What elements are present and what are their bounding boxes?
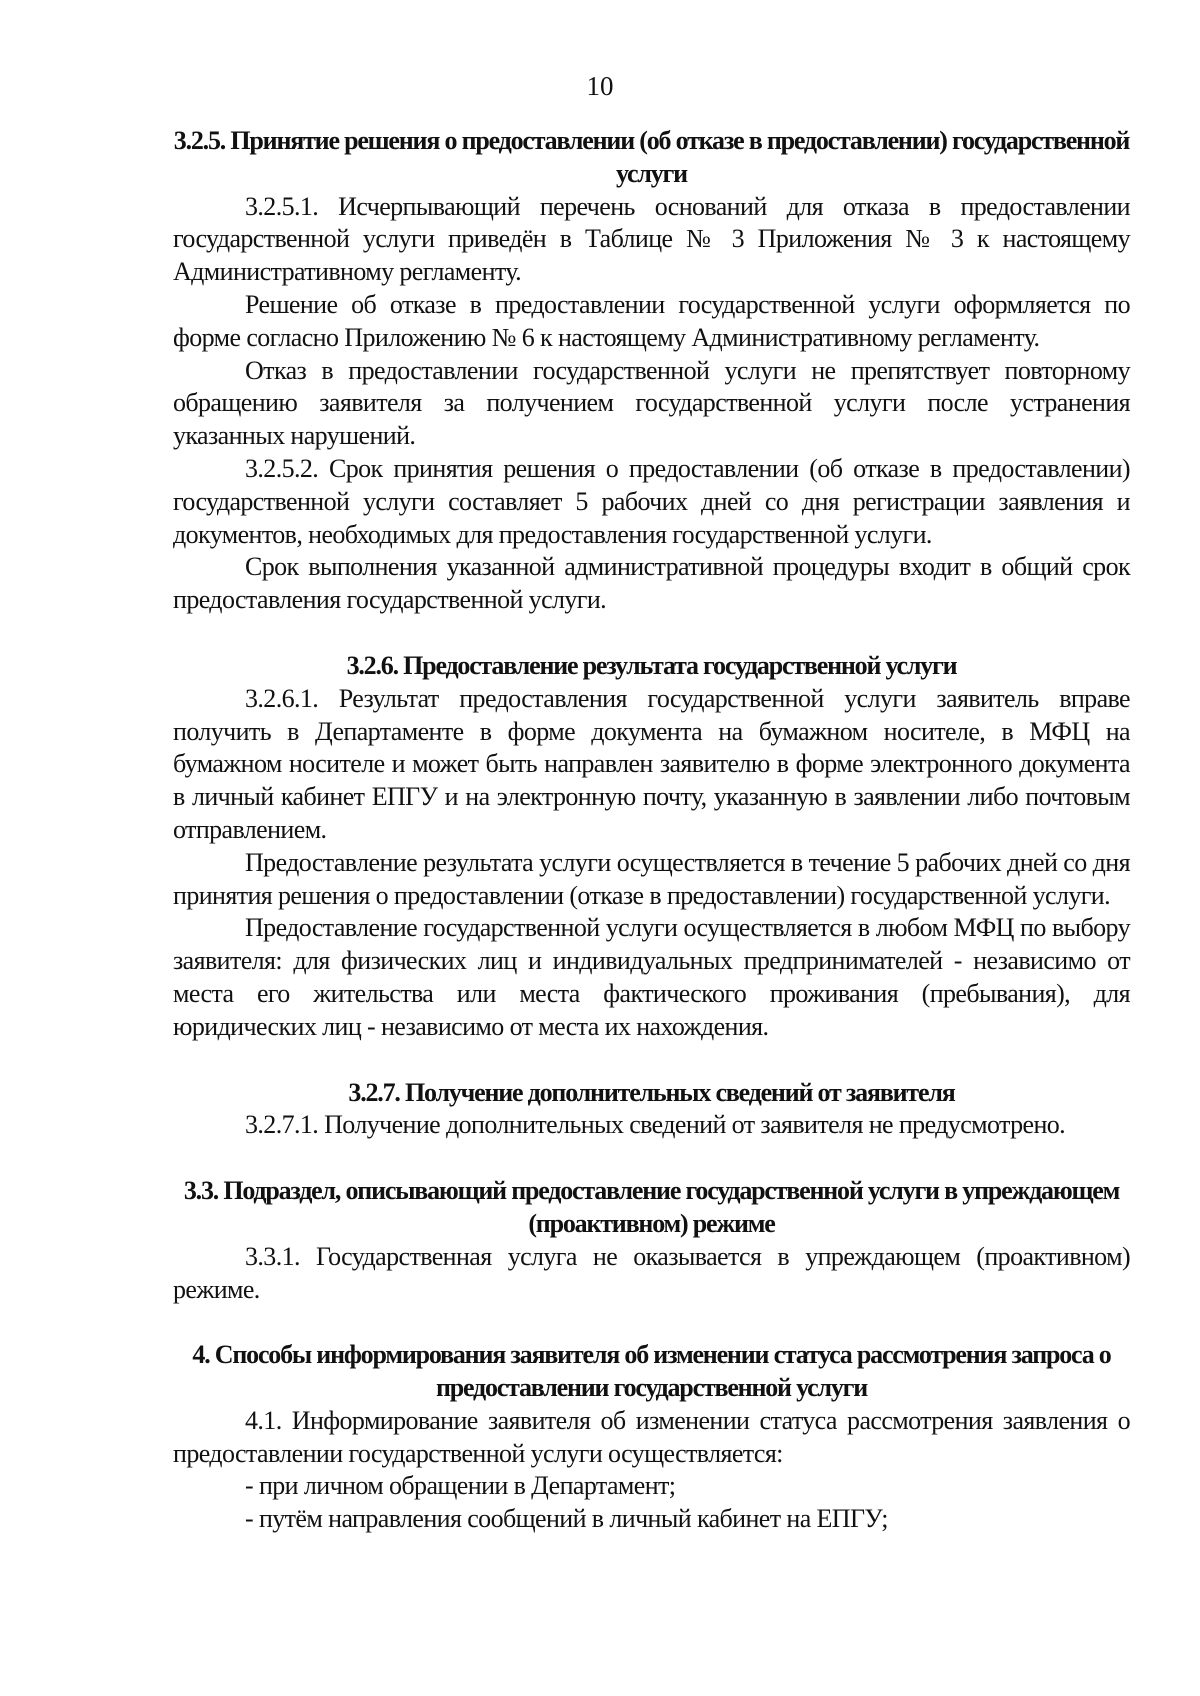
section-3-2-6 [173, 650, 1130, 1044]
section-4 [173, 1339, 1130, 1536]
section-heading: 3.3. Подраздел, описывающий предоставление государственной услуги в упреждающем (проактивном) режиме [183, 1176, 1120, 1238]
section-heading: 3.2.7. Получение дополнительных сведений от заявителя [348, 1077, 955, 1107]
paragraph: 3.2.5.2. Срок принятия решения о предоставлении (об отказе в предоставлении) государственной услуги составляет 5 рабочих дней со дня регистрации заявления и документов, необходимых для предоставления государственной услуги. [173, 453, 1130, 549]
section-heading: 4. Способы информирования заявителя об изменении статуса рассмотрения запроса о предоставлении государственной услуги [192, 1340, 1111, 1403]
paragraph: 3.3.1. Государственная услуга не оказывается в упреждающем (проактивном) режиме. [173, 1241, 1130, 1304]
paragraph: Решение об отказе в предоставлении государственной услуги оформляется по форме согласно Приложению № 6 к настоящему Административному регламенту. [173, 289, 1130, 352]
section-spacer [173, 617, 1130, 650]
page-number: 10 [586, 71, 614, 101]
section-3-2-7 [173, 1077, 1130, 1143]
paragraph: 3.2.6.1. Результат предоставления государственной услуги заявитель вправе получить в Департаменте в форме документа на бумажном носителе, в МФЦ на бумажном носителе и может быть направлен заявителю в форме электронного документа в личный кабинет ЕПГУ и на электронную почту, указанную в заявлении либо почтовым отправлением. [173, 683, 1130, 844]
list-item: - путём направления сообщений в личный кабинет на ЕПГУ; [245, 1504, 888, 1534]
section-3-2-5 [173, 125, 1130, 617]
page-content [173, 125, 1130, 1536]
bullet-list [173, 1470, 1130, 1536]
paragraph: Предоставление результата услуги осуществляется в течение 5 рабочих дней со дня принятия решения о предоставлении (отказе в предоставлении) государственной услуги. [173, 847, 1130, 910]
paragraph: Предоставление государственной услуги осуществляется в любом МФЦ по выбору заявителя: для физических лиц и индивидуальных предпринимателей - независимо от места его жительства или места фактического проживания (пребывания), для юридических лиц - независимо от места их нахождения. [173, 913, 1130, 1041]
paragraph: 3.2.5.1. Исчерпывающий перечень оснований для отказа в предоставлении государственной услуги приведён в Таблице № 3 Приложения № 3 к настоящему Административному регламенту. [173, 191, 1130, 287]
section-spacer [173, 1044, 1130, 1077]
paragraph: 3.2.7.1. Получение дополнительных сведений от заявителя не предусмотрено. [245, 1110, 1066, 1140]
list-item: - при личном обращении в Департамент; [245, 1471, 676, 1501]
section-spacer [173, 1306, 1130, 1339]
section-spacer [173, 1142, 1130, 1175]
section-3-3 [173, 1175, 1130, 1306]
paragraph: Срок выполнения указанной административной процедуры входит в общий срок предоставления государственной услуги. [173, 552, 1130, 615]
paragraph: 4.1. Информирование заявителя об изменении статуса рассмотрения заявления о предоставлении государственной услуги осуществляется: [173, 1405, 1130, 1468]
section-heading: 3.2.6. Предоставление результата государственной услуги [346, 650, 957, 680]
section-heading: 3.2.5. Принятие решения о предоставлении (об отказе в предоставлении) государственной услуги [173, 126, 1130, 188]
paragraph: Отказ в предоставлении государственной услуги не препятствует повторному обращению заявителя за получением государственной услуги после устранения указанных нарушений. [173, 355, 1130, 451]
